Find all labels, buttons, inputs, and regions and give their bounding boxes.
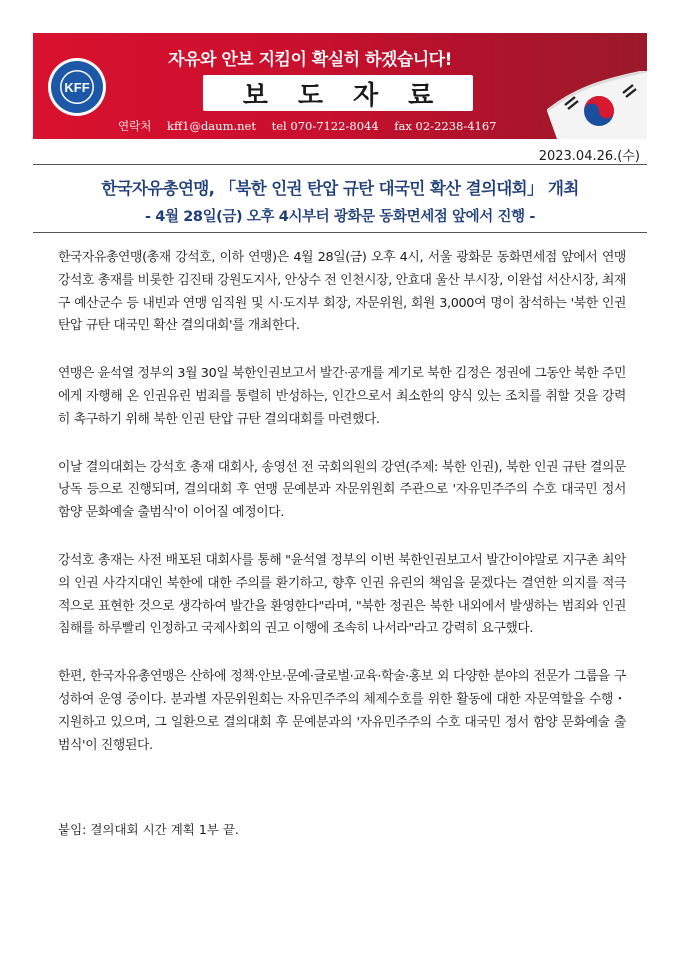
attachment-note: 붙임: 결의대회 시간 계획 1부 끝. [58, 822, 239, 837]
paragraph-5: 한편, 한국자유총연맹은 산하에 정책·안보·문예·글로벌·교육·학술·홍보 외 다양한 분야의 전문가 그룹을 구성하여 운영 중이다. 분과별 자문위원회는 자유민주주의 체제수호를 위한 활동에 대한 자문역할을 수행・지원하고 있으며, 그 일환으로 결의대회 후 문예분과의 '자유민주주의 수호 대국민 정서 함양 문화예술 출범식'이 진행된다. [58, 669, 626, 753]
paragraph-3: 이날 결의대회는 강석호 총재 대회사, 송영선 전 국회의원의 강연(주제: 북한 인권), 북한 인권 규탄 결의문 낭독 등으로 진행되며, 결의대회 후 연맹 문예분과 자문위원회 주관으로 '자유민주주의 수호 대국민 정서 함양 문화예술 출범식'이 이어질 예정이다. [58, 459, 626, 521]
banner-slogan: 자유와 안보 지킴이 확실히 하겠습니다! [168, 50, 452, 70]
banner-title-box [203, 75, 473, 111]
taegukgi-flag-icon [547, 71, 647, 139]
contact-line [118, 118, 509, 134]
contact-tel: tel 070-7122-8044 [271, 119, 379, 133]
headline: 한국자유총연맹, 「북한 인권 탄압 규탄 대국민 확산 결의대회」 개최 [101, 179, 579, 198]
contact-fax: fax 02-2238-4167 [394, 119, 497, 133]
contact-label: 연락처 [118, 119, 152, 133]
contact-email[interactable]: kff1@daum.net [166, 119, 256, 133]
banner-title: 보도자료 [242, 80, 464, 111]
logo-text: KFF [64, 80, 90, 95]
paragraph-1: 한국자유총연맹(총재 강석호, 이하 연맹)은 4월 28일(금) 오후 4시, 서울 광화문 동화면세점 앞에서 연맹 강석호 총재를 비롯한 김진태 강원도지사, 안상수 전 인천시장, 안효대 울산 부시장, 이완섭 서산시장, 최재구 예산군수 등 내빈과 연맹 임직원 및 시·도지부 회장, 자문위원, 회원 3,000여 명이 참석하는 '북한 인권 탄압 규탄 대국민 확산 결의대회'를 개최한다. [58, 250, 626, 334]
subheadline: - 4월 28일(금) 오후 4시부터 광화문 동화면세점 앞에서 진행 - [144, 209, 536, 225]
divider-bottom [33, 232, 647, 233]
release-date: 2023.04.26.(수) [538, 149, 640, 164]
divider-top [33, 164, 647, 165]
press-banner [33, 33, 647, 139]
paragraph-4: 강석호 총재는 사전 배포된 대회사를 통해 "윤석열 정부의 이번 북한인권보고서 발간이야말로 지구촌 최악의 인권 사각지대인 북한에 대한 주의를 환기하고, 향후 인권 유린의 책임을 묻겠다는 결연한 의지를 적극적으로 표현한 것으로 생각하여 발간을 환영한다"라며, "북한 정권은 북한 내외에서 발생하는 범죄와 인권 침해를 하루빨리 인정하고 국제사회의 권고 이행에 조속히 나서라"라고 강력히 요구했다. [58, 552, 626, 637]
paragraph-2: 연맹은 윤석열 정부의 3월 30일 북한인권보고서 발간·공개를 계기로 북한 김정은 정권에 그동안 북한 주민에게 자행해 온 인권유린 범죄를 통렬히 반성하는, 인간으로서 최소한의 양식 있는 조치를 취할 것을 강력히 촉구하기 위해 북한 인권 탄압 규탄 결의대회를 마련했다. [58, 366, 626, 427]
press-body [58, 247, 626, 782]
